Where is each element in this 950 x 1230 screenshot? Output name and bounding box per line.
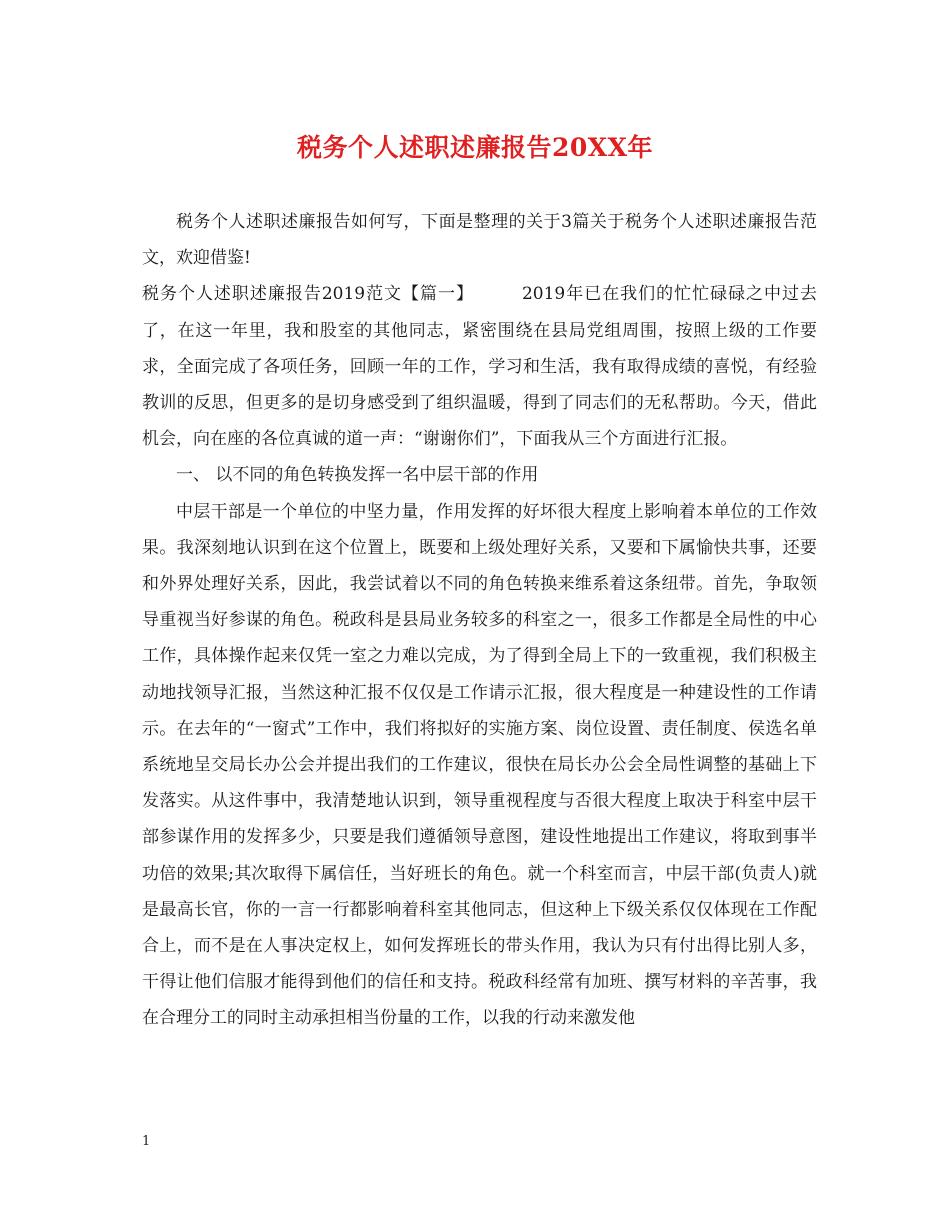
document-title: 税务个人述职述廉报告20XX年 — [296, 133, 654, 162]
section-heading-one: 一、 以不同的角色转换发挥一名中层干部的作用 — [176, 465, 539, 486]
section-opening-text: 2019年已在我们的忙忙碌碌之中过去了，在这一年里，我和股室的其他同志，紧密围绕在县局党组周围，按照上级的工作要求，全面完成了各项任务，回顾一年的工作，学习和生活，我有取得成绩的喜悦，有经验教训的反思，但更多的是切身感受到了组织温暖，得到了同志们的无私帮助。今天，借此机会，向在座的各位真诚的道一声：“谢谢你们”，下面我从三个方面进行汇报。 — [142, 284, 818, 450]
body-paragraph-one: 中层干部是一个单位的中坚力量，作用发挥的好坏很大程度上影响着本单位的工作效果。我深刻地认识到在这个位置上，既要和上级处理好关系，又要和下属愉快共事，还要和外界处理好关系，因此，我尝试着以不同的角色转换来维系着这条纽带。首先，争取领导重视当好参谋的角色。税政科是县局业务较多的科室之一，很多工作都是全局性的中心工作，具体操作起来仅凭一室之力难以完成，为了得到全局上下的一致重视，我们积极主动地找领导汇报，当然这种汇报不仅仅是工作请示汇报，很大程度是一种建设性的工作请示。在去年的“一窗式”工作中，我们将拟好的实施方案、岗位设置、责任制度、侯选名单系统地呈交局长办公会并提出我们的工作建议，很快在局长办公会全局性调整的基础上下发落实。从这件事中，我清楚地认识到，领导重视程度与否很大程度上取决于科室中层干部参谋作用的发挥多少，只要是我们遵循领导意图，建设性地提出工作建议，将取到事半功倍的效果;其次取得下属信任，当好班长的角色。就一个科室而言，中层干部(负责人)就是最高长官，你的一言一行都影响着科室其他同志，但这种上下级关系仅仅体现在工作配合上，而不是在人事决定权上，如何发挥班长的带头作用，我认为只有付出得比别人多，干得让他们信服才能得到他们的信任和支持。税政科经常有加班、撰写材料的辛苦事，我在合理分工的同时主动承担相当份量的工作，以我的行动来激发他 — [142, 501, 817, 1029]
intro-paragraph: 税务个人述职述廉报告如何写，下面是整理的关于3篇关于税务个人述职述廉报告范文，欢迎借鉴! — [142, 212, 817, 269]
section-paragraph — [142, 276, 817, 457]
page-number: 1 — [142, 1134, 151, 1149]
section-label: 税务个人述职述廉报告2019范文【篇一】 — [142, 284, 474, 305]
document-body — [142, 204, 817, 1037]
